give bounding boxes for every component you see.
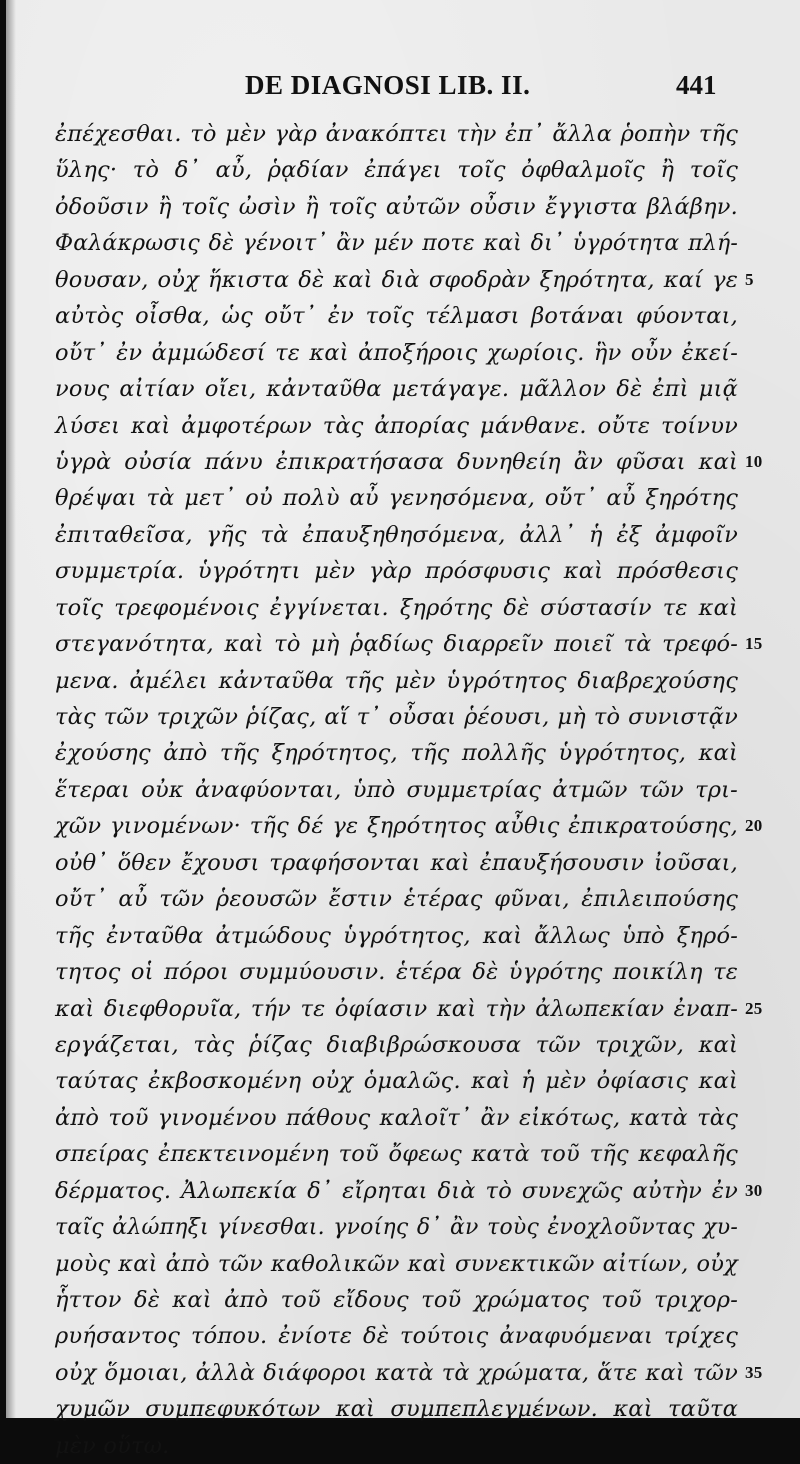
text-line — [55, 991, 763, 1027]
text-line — [55, 881, 738, 917]
text-line-content: ἧττον δὲ καὶ ἀπὸ τοῦ εἴδους τοῦ χρώματος τοῦ τριχορ- — [55, 1287, 738, 1313]
text-line-content: καὶ διεφθορυῖα, τήν τε ὀφίασιν καὶ τὴν ἀλωπεκίαν ἐναπ- — [55, 995, 738, 1022]
text-line — [55, 1100, 738, 1136]
greek-text-body — [55, 116, 763, 1464]
text-line-content: στεγανότητα, καὶ τὸ μὴ ῥᾳδίως διαρρεῖν ποιεῖ τὰ τρεφό- — [55, 631, 738, 658]
text-line — [55, 808, 763, 844]
text-line-content: αὐτὸς οἶσθα, ὡς οὔτ᾽ ἐν τοῖς τέλμασι βοτάναι φύονται, — [55, 303, 738, 330]
text-line — [55, 116, 738, 152]
running-title: DE DIAGNOSI LIB. II. — [245, 70, 531, 100]
text-line — [55, 262, 754, 298]
text-line — [55, 298, 738, 334]
text-line-content: οὐχ ὅμοιαι, ἀλλὰ διάφοροι κατὰ τὰ χρώματα, ἅτε καὶ τῶν — [55, 1359, 738, 1386]
text-line-content: οὔτ᾽ ἐν ἀμμώδεσί τε καὶ ἀποξήροις χωρίοις. ἣν οὖν ἐκεί- — [55, 339, 738, 366]
text-line-content: ἕτεραι οὐκ ἀναφύονται, ὑπὸ συμμετρίας ἀτμῶν τῶν τρι- — [55, 776, 738, 803]
text-line-content: τητος οἱ πόροι συμμύουσιν. ἑτέρα δὲ ὑγρότης ποικίλη τε — [55, 959, 738, 986]
text-line-content: τῆς ἐνταῦθα ἀτμώδους ὑγρότητος, καὶ ἄλλως ὑπὸ ξηρό- — [55, 922, 738, 949]
text-line-content: συμμετρία. ὑγρότητι μὲν γὰρ πρόσφυσις καὶ πρόσθεσις — [55, 558, 738, 585]
text-line-content: ταύτας ἐκβοσκομένη οὐχ ὁμαλῶς. καὶ ἡ μὲν ὀφίασις καὶ — [55, 1068, 738, 1095]
text-line-content: ἐχούσης ἀπὸ τῆς ξηρότητος, τῆς πολλῆς ὑγρότητος, καὶ — [55, 740, 738, 767]
line-number: 35 — [745, 1362, 763, 1382]
text-line — [55, 517, 738, 553]
text-line-content: ἐπιταθεῖσα, γῆς τὰ ἐπαυξηθησόμενα, ἀλλ᾽ ἡ ἐξ ἀμφοῖν — [55, 521, 738, 548]
text-line-content: ὑγρὰ οὐσία πάνυ ἐπικρατήσασα δυνηθείη ἂν φῦσαι καὶ — [55, 448, 738, 475]
line-number: 20 — [745, 816, 763, 836]
text-line — [55, 480, 738, 516]
text-line — [55, 1246, 738, 1282]
line-number: 30 — [745, 1180, 763, 1200]
text-line — [55, 189, 738, 225]
text-line — [55, 225, 738, 261]
text-line-content: μὲν οὕτω. — [55, 1432, 170, 1459]
text-line-content: μενα. ἀμέλει κἀνταῦθα τῆς μὲν ὑγρότητος διαβρεχούσης — [55, 667, 738, 694]
text-line-content: Φαλάκρωσις δὲ γένοιτ᾽ ἂν μέν ποτε καὶ δι᾽ ὑγρότητα πλή- — [55, 231, 738, 257]
text-line-content: ἐπέχεσθαι. τὸ μὲν γὰρ ἀνακόπτει τὴν ἐπ᾽ ἄλλα ῥοπὴν τῆς — [55, 121, 738, 147]
text-line — [55, 954, 738, 990]
text-line-content: ταῖς ἀλώπηξι γίνεσθαι. γνοίης δ᾽ ἂν τοὺς ἐνοχλοῦντας χυ- — [55, 1215, 738, 1241]
text-line — [55, 1282, 738, 1318]
text-line-content: χυμῶν συμπεφυκότων καὶ συμπεπλεγμένων. καὶ ταῦτα — [55, 1396, 738, 1423]
line-number: 15 — [745, 634, 763, 654]
text-line — [55, 1391, 738, 1427]
line-number: 25 — [745, 998, 763, 1018]
text-line — [55, 1027, 738, 1063]
text-line — [55, 845, 738, 881]
page-number: 441 — [676, 70, 717, 100]
text-line — [55, 1209, 738, 1245]
text-line-content: σπείρας ἐπεκτεινομένη τοῦ ὄφεως κατὰ τοῦ τῆς κεφαλῆς — [55, 1141, 738, 1168]
text-line — [55, 335, 738, 371]
running-head — [0, 70, 800, 104]
text-line — [55, 1355, 763, 1391]
text-line-content: νους αἰτίαν οἴει, κἀνταῦθα μετάγαγε. μᾶλλον δὲ ἐπὶ μιᾷ — [55, 376, 738, 403]
text-line — [55, 553, 738, 589]
text-line — [55, 1428, 738, 1464]
text-line-content: οὔτ᾽ αὖ τῶν ῥεουσῶν ἔστιν ἑτέρας φῦναι, ἐπιλειπούσης — [55, 886, 738, 913]
text-line-content: τὰς τῶν τριχῶν ῥίζας, αἵ τ᾽ οὖσαι ῥέουσι, μὴ τὸ συνιστᾷν — [55, 704, 738, 730]
text-line-content: θρέψαι τὰ μετ᾽ οὐ πολὺ αὖ γενησόμενα, οὔτ᾽ αὖ ξηρότης — [55, 485, 738, 512]
text-line — [55, 663, 738, 699]
text-line — [55, 590, 738, 626]
text-line — [55, 371, 738, 407]
text-line-content: θουσαν, οὐχ ἥκιστα δὲ καὶ διὰ σφοδρὰν ξηρότητα, καί γε — [55, 266, 738, 293]
text-line — [55, 735, 738, 771]
text-line — [55, 772, 738, 808]
text-line — [55, 1318, 738, 1354]
text-line — [55, 1173, 763, 1209]
text-line-content: ρυήσαντος τόπου. ἐνίοτε δὲ τούτοις ἀναφυόμεναι τρίχες — [55, 1323, 738, 1350]
text-line-content: χῶν γινομένων· τῆς δέ γε ξηρότητος αὖθις ἐπικρατούσης, — [55, 813, 738, 840]
text-line-content: μοὺς καὶ ἀπὸ τῶν καθολικῶν καὶ συνεκτικῶν αἰτίων, οὐχ — [55, 1250, 738, 1277]
text-line — [55, 918, 738, 954]
text-line-content: δέρματος. Ἀλωπεκία δ᾽ εἴρηται διὰ τὸ συνεχῶς αὐτὴν ἐν — [55, 1177, 738, 1204]
text-line-content: εργάζεται, τὰς ῥίζας διαβιβρώσκουσα τῶν τριχῶν, καὶ — [55, 1031, 738, 1058]
line-number: 10 — [745, 451, 763, 471]
text-line — [55, 408, 738, 444]
page-gutter-shadow — [6, 0, 16, 1418]
line-number: 5 — [745, 269, 754, 289]
text-line — [55, 626, 763, 662]
text-line-content: ὕλης· τὸ δ᾽ αὖ, ῥᾳδίαν ἐπάγει τοῖς ὀφθαλμοῖς ἢ τοῖς — [55, 157, 738, 184]
text-line — [55, 444, 763, 480]
text-line — [55, 699, 738, 735]
text-line-content: ὀδοῦσιν ἢ τοῖς ὠσὶν ἢ τοῖς αὐτῶν οὖσιν ἔγγιστα βλάβην. — [55, 193, 738, 220]
text-line-content: οὐθ᾽ ὅθεν ἔχουσι τραφήσονται καὶ ἐπαυξήσουσιν ἰοῦσαι, — [55, 849, 738, 876]
text-line-content: λύσει καὶ ἀμφοτέρων τὰς ἀπορίας μάνθανε. οὔτε τοίνυν — [55, 412, 738, 439]
text-line — [55, 1063, 738, 1099]
text-line — [55, 152, 738, 188]
text-line-content: τοῖς τρεφομένοις ἐγγίνεται. ξηρότης δὲ σύστασίν τε καὶ — [55, 594, 738, 621]
text-line-content: ἀπὸ τοῦ γινομένου πάθους καλοῖτ᾽ ἂν εἰκότως, κατὰ τὰς — [55, 1104, 738, 1131]
text-line — [55, 1136, 738, 1172]
